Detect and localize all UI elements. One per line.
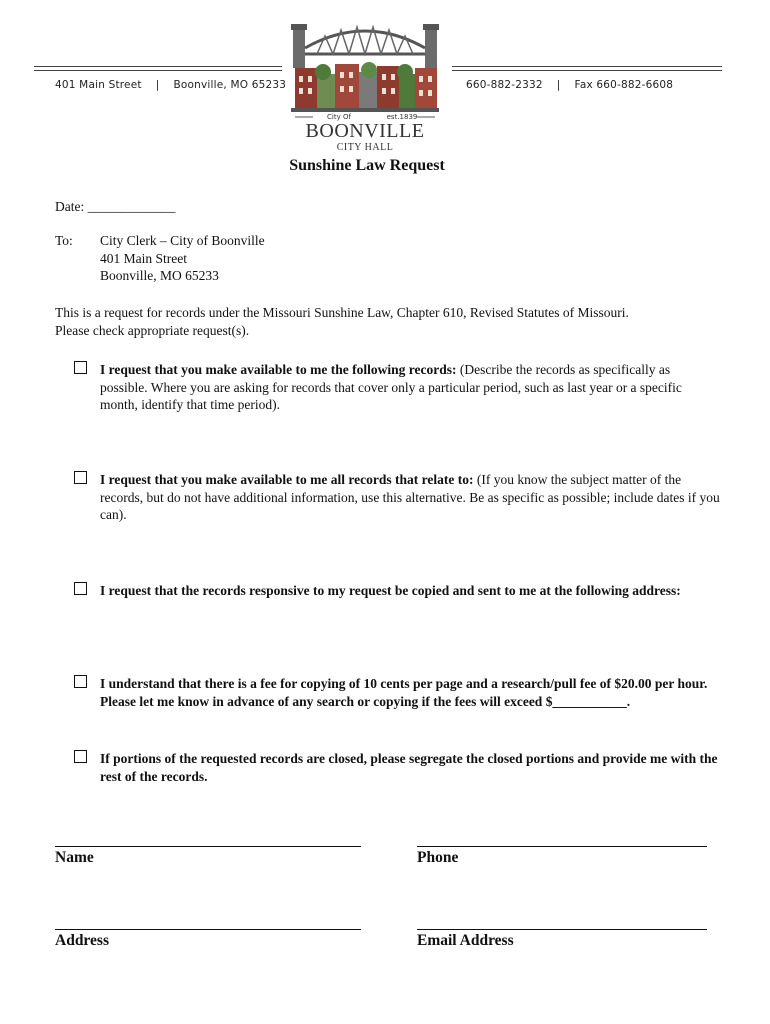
checkbox-related-records[interactable]	[74, 471, 87, 484]
header-rule-right-bottom	[452, 70, 722, 71]
option-fee-acknowledgement	[100, 675, 720, 710]
logo-established: est.1839	[386, 113, 418, 121]
contact-numbers	[466, 79, 673, 91]
email-line[interactable]	[417, 929, 707, 930]
option-5-heading: If portions of the requested records are closed, please segregate the closed portions and provide me with the rest of the records.	[100, 751, 718, 784]
checkbox-segregate-closed[interactable]	[74, 750, 87, 763]
to-label: To:	[55, 233, 73, 248]
phone-line[interactable]	[417, 846, 707, 847]
header-rule-right-top	[452, 66, 722, 67]
option-related-records	[100, 471, 720, 524]
recipient-line-1: City Clerk – City of Boonville	[100, 233, 265, 248]
city-state-zip: Boonville, MO 65233	[173, 79, 287, 91]
logo-city-hall: CITY HALL	[336, 142, 394, 153]
option-2-heading: I request that you make available to me all records that relate to:	[100, 472, 474, 487]
header-rule-left-bottom	[34, 70, 282, 71]
bridge-and-buildings-icon	[287, 14, 443, 118]
checkbox-copy-and-send[interactable]	[74, 582, 87, 595]
option-3-heading: I request that the records responsive to my request be copied and sent to me at the following address:	[100, 583, 681, 598]
address-label: Address	[55, 932, 109, 949]
checkbox-specific-records[interactable]	[74, 361, 87, 374]
intro-line-2: Please check appropriate request(s).	[55, 322, 250, 338]
checkbox-fee-acknowledgement[interactable]	[74, 675, 87, 688]
intro-paragraph	[55, 304, 735, 339]
recipient-line-2: 401 Main Street	[100, 250, 187, 266]
boonville-city-hall-logo	[287, 14, 443, 153]
option-4-heading: I understand that there is a fee for copying of 10 cents per page and a research/pull fee of $20.00 per hour. Please let me know in advance of any search or copying if the fees will exceed $___________.	[100, 676, 708, 709]
logo-city-of: City Of	[327, 113, 351, 121]
option-1-description: (Describe the records as specifically as possible. Where you are asking for records that cover only a particular period, such as last year or a specific month, identify that time period).	[100, 362, 682, 412]
phone-label: Phone	[417, 849, 459, 866]
street: 401 Main Street	[55, 79, 142, 91]
fax-number: Fax 660-882-6608	[574, 79, 674, 91]
phone-number: 660-882-2332	[466, 79, 543, 91]
name-label: Name	[55, 849, 94, 866]
name-line[interactable]	[55, 846, 361, 847]
logo-city-name: BOONVILLE	[305, 120, 425, 142]
address-line[interactable]	[55, 929, 361, 930]
option-copy-and-send	[100, 582, 700, 600]
date-field[interactable]: Date: _____________	[55, 199, 176, 214]
street-address	[55, 79, 286, 91]
option-1-heading: I request that you make available to me the following records:	[100, 362, 457, 377]
option-2-description: (If you know the subject matter of the records, but do not have additional information, use this alternative. Be as specific as possible; include dates if you can).	[100, 472, 720, 522]
email-label: Email Address	[417, 932, 514, 949]
header-rule-left-top	[34, 66, 282, 67]
intro-line-1: This is a request for records under the Missouri Sunshine Law, Chapter 610, Revised Statutes of Missouri.	[55, 305, 629, 320]
letterhead	[0, 0, 770, 160]
recipient-line-3: Boonville, MO 65233	[100, 268, 219, 283]
separator: |	[556, 79, 561, 91]
option-specific-records	[100, 361, 720, 414]
option-segregate-closed	[100, 750, 720, 785]
form-title: Sunshine Law Request	[289, 157, 445, 174]
recipient-address	[100, 232, 265, 285]
separator: |	[155, 79, 160, 91]
